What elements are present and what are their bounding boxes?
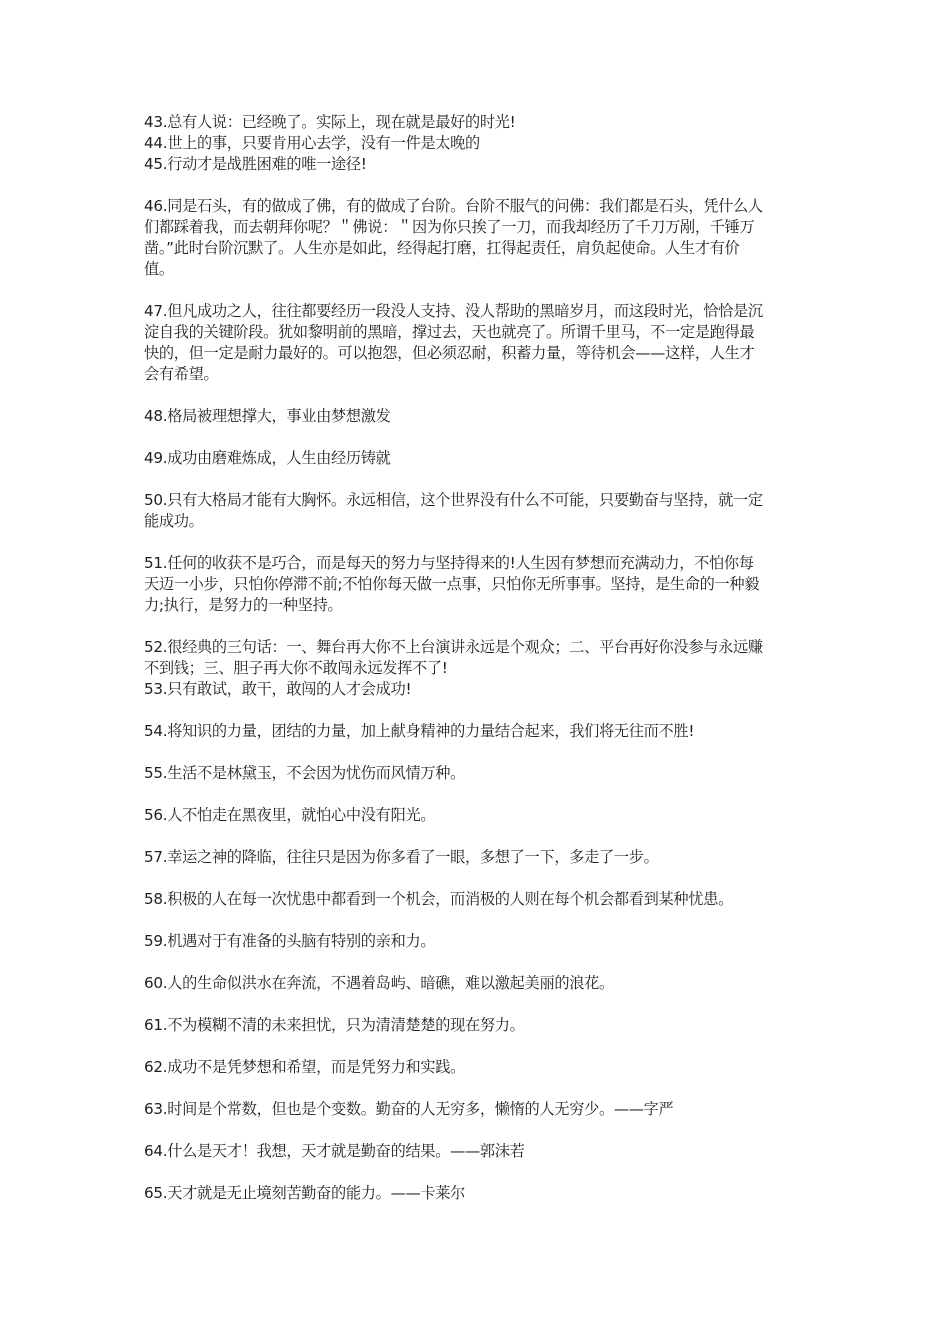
text-line: 52.很经典的三句话：一、舞台再大你不上台演讲永远是个观众；二、平台再好你没参与永远赚 [144, 638, 763, 656]
text-line: 不到钱；三、胆子再大你不敢闯永远发挥不了! [144, 659, 448, 677]
text-line: 64.什么是天才！我想，天才就是勤奋的结果。——郭沫若 [144, 1142, 525, 1160]
text-line: 47.但凡成功之人，往往都要经历一段没人支持、没人帮助的黑暗岁月，而这段时光，恰恰是沉 [144, 302, 763, 320]
text-line: 会有希望。 [144, 365, 219, 383]
paragraph [144, 721, 810, 742]
text-line: 60.人的生命似洪水在奔流，不遇着岛屿、暗礁，难以激起美丽的浪花。 [144, 974, 614, 992]
paragraph [144, 490, 810, 532]
text-line: 59.机遇对于有准备的头脑有特别的亲和力。 [144, 932, 436, 950]
text-line: 43.总有人说：已经晚了。实际上，现在就是最好的时光! [144, 113, 516, 131]
paragraph [144, 805, 810, 826]
paragraph [144, 1015, 810, 1036]
text-line: 58.积极的人在每一次忧患中都看到一个机会，而消极的人则在每个机会都看到某种忧患。 [144, 890, 733, 908]
text-line: 49.成功由磨难炼成，人生由经历铸就 [144, 449, 391, 467]
paragraph [144, 889, 810, 910]
text-line: 50.只有大格局才能有大胸怀。永远相信，这个世界没有什么不可能，只要勤奋与坚持，就一定 [144, 491, 763, 509]
text-line: 54.将知识的力量，团结的力量，加上献身精神的力量结合起来，我们将无往而不胜! [144, 722, 695, 740]
text-line: 凿。”此时台阶沉默了。人生亦是如此，经得起打磨，扛得起责任，肩负起使命。人生才有价 [144, 239, 740, 257]
paragraph [144, 847, 810, 868]
paragraph [144, 931, 810, 952]
text-line: 力;执行，是努力的一种坚持。 [144, 596, 343, 614]
text-line: 55.生活不是林黛玉，不会因为忧伤而风情万种。 [144, 764, 466, 782]
text-line: 能成功。 [144, 512, 204, 530]
paragraph [144, 973, 810, 994]
paragraph [144, 637, 810, 700]
text-line: 63.时间是个常数，但也是个变数。勤奋的人无穷多，懒惰的人无穷少。——字严 [144, 1100, 674, 1118]
text-line: 51.任何的收获不是巧合，而是每天的努力与坚持得来的!人生因有梦想而充满动力，不怕你每 [144, 554, 754, 572]
text-line: 淀自我的关键阶段。犹如黎明前的黑暗，撑过去，天也就亮了。所谓千里马，不一定是跑得最 [144, 323, 755, 341]
text-line: 61.不为模糊不清的未来担忧，只为清清楚楚的现在努力。 [144, 1016, 525, 1034]
paragraph [144, 196, 810, 280]
document-body [144, 112, 810, 1225]
paragraph [144, 1141, 810, 1162]
text-line: 57.幸运之神的降临，往往只是因为你多看了一眼，多想了一下，多走了一步。 [144, 848, 659, 866]
text-line: 65.天才就是无止境刻苦勤奋的能力。——卡莱尔 [144, 1184, 466, 1202]
text-line: 天迈一小步，只怕你停滞不前;不怕你每天做一点事，只怕你无所事事。坚持，是生命的一种毅 [144, 575, 760, 593]
paragraph [144, 112, 810, 175]
text-line: 45.行动才是战胜困难的唯一途径! [144, 155, 367, 173]
text-line: 53.只有敢试，敢干，敢闯的人才会成功! [144, 680, 412, 698]
text-line: 44.世上的事，只要肯用心去学，没有一件是太晚的 [144, 134, 480, 152]
text-line: 56.人不怕走在黑夜里，就怕心中没有阳光。 [144, 806, 436, 824]
paragraph [144, 553, 810, 616]
paragraph [144, 301, 810, 385]
paragraph [144, 763, 810, 784]
text-line: 46.同是石头，有的做成了佛，有的做成了台阶。台阶不服气的问佛：我们都是石头，凭什么人 [144, 197, 763, 215]
text-line: 48.格局被理想撑大，事业由梦想激发 [144, 407, 391, 425]
paragraph [144, 448, 810, 469]
paragraph [144, 1183, 810, 1204]
paragraph [144, 406, 810, 427]
text-line: 62.成功不是凭梦想和希望，而是凭努力和实践。 [144, 1058, 466, 1076]
paragraph [144, 1057, 810, 1078]
paragraph [144, 1099, 810, 1120]
text-line: 值。 [144, 260, 174, 278]
text-line: 快的，但一定是耐力最好的。可以抱怨，但必须忍耐，积蓄力量，等待机会——这样，人生才 [144, 344, 755, 362]
text-line: 们都踩着我，而去朝拜你呢？＂佛说：＂因为你只挨了一刀，而我却经历了千刀万剐，千锤万 [144, 218, 755, 236]
